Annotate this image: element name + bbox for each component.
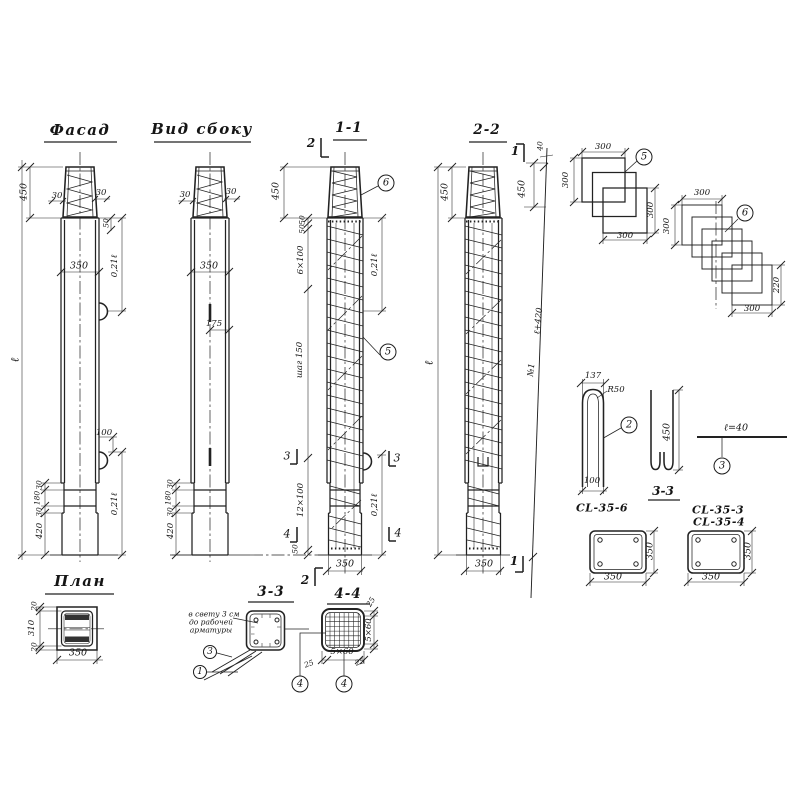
dim-44-5x60-bottom: 5×60 xyxy=(330,646,354,657)
callout-2-hairpin: 2 xyxy=(621,417,638,434)
marker-1-bottom: 1 xyxy=(509,554,519,568)
dim-s11-350: 350 xyxy=(335,558,355,570)
note-33-line2: до рабочей xyxy=(189,617,233,627)
marker-1-top: 1 xyxy=(510,144,520,158)
dim-s22-l-plus-420: ℓ+420 xyxy=(532,307,546,335)
callout-3-bar: 3 xyxy=(714,458,731,475)
marker-4-right: 4 xyxy=(394,526,402,540)
dim-plan-20-bot: 20 xyxy=(29,642,39,652)
dim-mesh6-right: 220 xyxy=(771,276,782,294)
dim-s11-50c: 50 xyxy=(290,544,300,554)
dim-facade-350: 350 xyxy=(69,260,89,272)
dim-side-neck-180: 180 xyxy=(163,490,173,506)
dim-facade-30-right: 30 xyxy=(95,187,107,198)
dim-side-neck-30a: 30 xyxy=(165,479,175,489)
dim-hairpin-r50: R50 xyxy=(607,384,625,395)
section-title-3-3: 3-3 xyxy=(257,584,285,600)
dim-facade-neck-180: 180 xyxy=(32,490,42,506)
marker-2-top: 2 xyxy=(306,136,316,150)
dim-mesh5-top: 300 xyxy=(594,141,612,152)
callout-4-b: 4 xyxy=(336,676,353,693)
callout-6-column: 6 xyxy=(378,175,395,192)
dim-facade-zone-top: 0,21ℓ xyxy=(109,254,120,278)
dim-44-25-bot-left: 25 xyxy=(302,657,315,670)
section-title-3-3-bar: 3-3 xyxy=(652,484,674,498)
callout-6-mesh: 6 xyxy=(737,205,754,222)
dim-s11-zone-bot: 0,21ℓ xyxy=(369,493,380,517)
mark-cl-35-3: CL-35-3 xyxy=(691,503,745,517)
dim-side-175: 175 xyxy=(205,318,223,329)
dim-side-350: 350 xyxy=(199,260,219,272)
dim-44-25-bot-right: 25 xyxy=(353,655,366,668)
dim-csr-350-h: 350 xyxy=(701,571,721,583)
marker-3-right: 3 xyxy=(393,451,401,465)
dim-csl-350-h: 350 xyxy=(603,571,623,583)
note-33-line1: в свету 3 см xyxy=(188,609,240,619)
dim-s22-no1: №1 xyxy=(526,362,538,378)
dim-facade-100: 100 xyxy=(95,427,113,438)
view-title-plan: План xyxy=(54,572,106,590)
mesh-detail-6 xyxy=(671,195,785,317)
callout-5-column: 5 xyxy=(380,344,397,361)
dim-s11-12x100: 12×100 xyxy=(295,482,306,518)
side-view-column xyxy=(170,152,348,562)
dim-facade-450: 450 xyxy=(18,182,30,202)
dim-facade-neck-30a: 30 xyxy=(34,480,44,490)
section-title-2-2: 2-2 xyxy=(473,122,501,138)
dim-44-5x60-right: 5×60 xyxy=(363,618,374,642)
dim-hairpin-100: 100 xyxy=(583,475,601,486)
dim-csr-350-v: 350 xyxy=(742,541,754,561)
dim-s11-6x100: 6×100 xyxy=(295,245,306,275)
section-title-4-4: 4-4 xyxy=(334,586,362,602)
dim-s22-40: 40 xyxy=(535,141,545,151)
callout-1-sec33: 1 xyxy=(193,665,207,679)
mark-cl-35-4: CL-35-4 xyxy=(692,515,746,529)
dim-s22-total-length: ℓ xyxy=(422,360,436,366)
dim-hairpin-137: 137 xyxy=(584,370,602,381)
dim-mesh5-right: 300 xyxy=(645,201,656,219)
dim-mesh5-left: 300 xyxy=(560,171,571,189)
dim-plan-310: 310 xyxy=(26,619,37,637)
dim-mesh6-top: 300 xyxy=(693,187,711,198)
dim-s11-50b: 50 xyxy=(297,224,307,234)
dim-facade-neck-30b: 30 xyxy=(34,507,44,517)
dim-side-30-left: 30 xyxy=(179,189,191,200)
dim-plan-350: 350 xyxy=(68,647,88,659)
dim-s11-zone-top: 0,21ℓ xyxy=(369,253,380,277)
marker-3-left: 3 xyxy=(283,449,291,463)
dim-plan-20-top: 20 xyxy=(29,601,39,611)
marker-2-bottom: 2 xyxy=(300,573,310,587)
callout-3-sec33: 3 xyxy=(203,645,217,659)
dim-facade-420: 420 xyxy=(34,522,45,540)
dim-side-neck-30b: 30 xyxy=(165,507,175,517)
callout-4-a: 4 xyxy=(292,676,309,693)
dim-s22-450-right: 450 xyxy=(516,179,528,199)
dim-bar3-length: ℓ=40 xyxy=(723,422,749,434)
dim-44-25-right-top: 25 xyxy=(364,595,378,609)
dim-csl-350-v: 350 xyxy=(644,541,656,561)
note-33-line3: арматуры xyxy=(189,625,233,635)
dim-mesh5-bottom: 300 xyxy=(616,230,634,241)
marker-4-left: 4 xyxy=(283,527,291,541)
dim-side-420: 420 xyxy=(165,522,176,540)
dim-s11-step-150: шаг 150 xyxy=(294,341,305,379)
mark-cl-35-6: CL-35-6 xyxy=(575,501,629,515)
callout-5-mesh: 5 xyxy=(636,149,653,166)
section-title-1-1: 1-1 xyxy=(335,120,363,136)
dim-s22-450-left: 450 xyxy=(439,182,451,202)
dim-s22-350: 350 xyxy=(474,558,494,570)
dim-mesh6-left: 300 xyxy=(661,217,672,235)
dim-side-30-right: 30 xyxy=(225,186,237,197)
dim-facade-zone-bot: 0,21ℓ xyxy=(109,492,120,516)
dim-facade-total-length: ℓ xyxy=(8,357,22,363)
dim-ubar-450: 450 xyxy=(661,422,673,442)
view-title-facade: Фасад xyxy=(49,121,111,139)
dim-facade-50: 50 xyxy=(101,218,111,228)
dim-s11-50a: 50 xyxy=(297,215,307,225)
straight-bar-detail xyxy=(697,437,787,457)
dim-s11-450: 450 xyxy=(270,181,282,201)
dim-facade-30-left: 30 xyxy=(51,190,63,201)
dim-mesh6-bottom: 300 xyxy=(743,303,761,314)
view-title-side: Вид сбоку xyxy=(151,120,253,138)
